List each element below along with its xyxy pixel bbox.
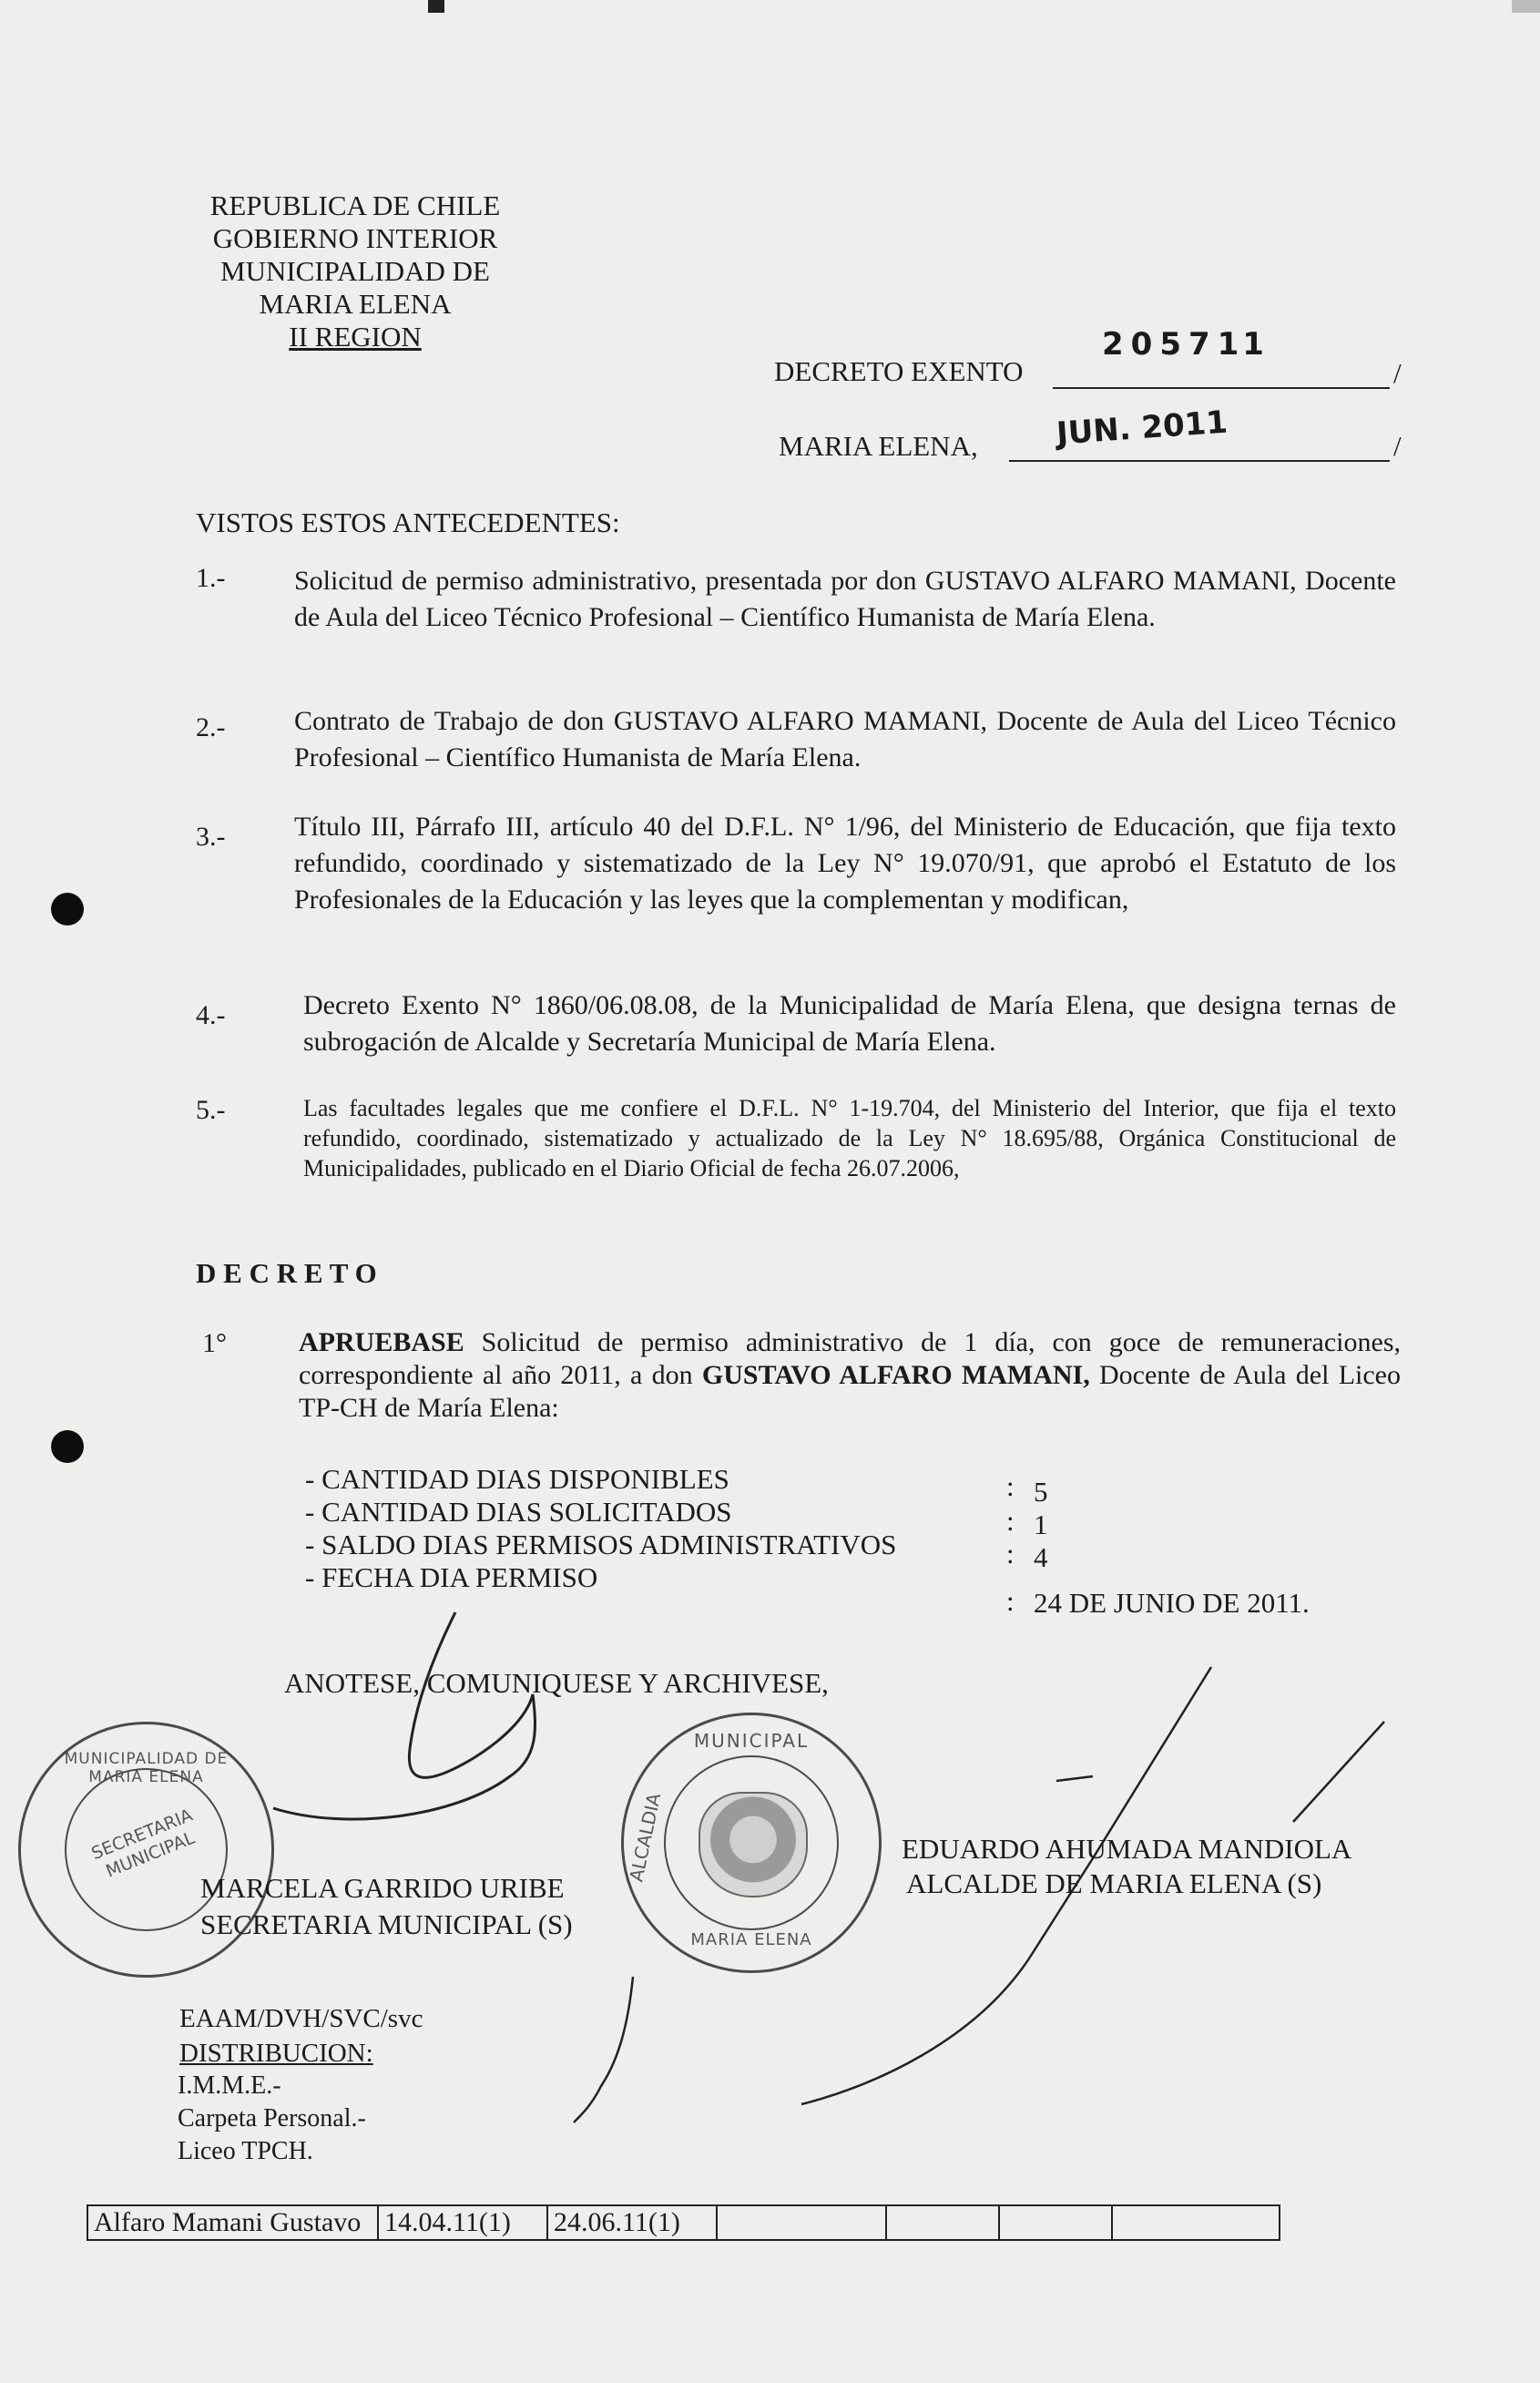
approval-keyword: APRUEBASE: [299, 1327, 464, 1357]
decreto-title: D E C R E T O: [196, 1257, 377, 1289]
table-cell-date-1: 14.04.11(1): [378, 2205, 547, 2240]
vistos-item-2-text: Contrato de Trabajo de don GUSTAVO ALFARO MAMANI, Docente de Aula del Liceo Técnico Profesional – Científico Humanista de María Elena.: [294, 706, 1396, 772]
vistos-item-4-text: Decreto Exento N° 1860/06.08.08, de la Municipalidad de María Elena, que designa ternas de subrogación de Alcalde y Secretaría Municipal de María Elena.: [303, 990, 1396, 1057]
record-table: [87, 2204, 1280, 2241]
table-cell-empty-3: [999, 2205, 1112, 2240]
vistos-item-5: [196, 1093, 1402, 1193]
letterhead-region: II REGION: [289, 321, 422, 353]
detail-sep-4: :: [1006, 1585, 1015, 1617]
approval-text-b: Docente de Aula del Liceo TP-CH de María Elena:: [299, 1360, 1401, 1423]
decree-slash-2: /: [1393, 430, 1402, 462]
table-cell-empty-2: [886, 2205, 999, 2240]
table-row: [87, 2205, 1280, 2240]
decree-slash-1: /: [1393, 357, 1402, 389]
secretaria-title: SECRETARIA MUNICIPAL (S): [200, 1908, 573, 1940]
distribution-title: DISTRIBUCION:: [179, 2039, 373, 2068]
letterhead-line-1: REPUBLICA DE CHILE: [209, 189, 501, 221]
table-cell-empty-4: [1112, 2205, 1280, 2240]
vistos-item-3-text: Título III, Párrafo III, artículo 40 del D.F.L. N° 1/96, del Ministerio de Educación, que fija texto refundido, coordinado y sistematizado de la Ley N° 19.070/91, que aprobó el Estatuto de los Profesionales de la Educación y las leyes que la complementan y modifican,: [294, 812, 1396, 915]
vistos-item-1: [196, 563, 1402, 681]
letterhead-line-4: MARIA ELENA: [259, 288, 452, 320]
coat-of-arms-emblem: [699, 1792, 808, 1897]
alcalde-title: ALCALDE DE MARIA ELENA (S): [906, 1867, 1322, 1899]
alcalde-signature-flourish: [1056, 1722, 1384, 1822]
alcaldia-seal: [621, 1713, 882, 1973]
table-cell-empty-1: [717, 2205, 886, 2240]
decree-number-main: 2057: [1102, 326, 1218, 363]
detail-value-2: 1: [1034, 1509, 1048, 1540]
decreto-paragraph: [299, 1326, 1401, 1425]
secretaria-name: MARCELA GARRIDO URIBE: [200, 1872, 565, 1904]
letterhead-line-2: GOBIERNO INTERIOR: [212, 222, 498, 254]
alcaldia-seal-ring-text: MUNICIPAL: [693, 1730, 810, 1752]
vistos-item-2: [196, 703, 1402, 785]
vistos-title: VISTOS ESTOS ANTECEDENTES:: [196, 506, 620, 538]
decree-number-line: [1053, 387, 1390, 389]
detail-label-3: - SALDO DIAS PERMISOS ADMINISTRATIVOS: [305, 1529, 897, 1560]
distribution-item-1: I.M.M.E.-: [178, 2071, 281, 2100]
detail-label-4: - FECHA DIA PERMISO: [305, 1561, 598, 1593]
place-label: MARIA ELENA,: [779, 430, 978, 462]
scan-corner: [1512, 0, 1540, 13]
decreto-item-num: 1°: [202, 1328, 227, 1358]
detail-value-3: 4: [1034, 1541, 1048, 1573]
letterhead: [182, 189, 528, 353]
distribution-item-3: Liceo TPCH.: [178, 2137, 313, 2165]
date-line: [1009, 460, 1390, 462]
approval-person: GUSTAVO ALFARO MAMANI,: [701, 1360, 1090, 1390]
vistos-item-3: [196, 809, 1402, 964]
vistos-item-3-num: 3.-: [196, 822, 226, 852]
decree-number-suffix: 11: [1217, 326, 1268, 363]
vistos-item-5-text: Las facultades legales que me confiere el D.F.L. N° 1-19.704, del Ministerio del Interior, que fija el texto refundido, coordinado, sistematizado y actualizado de la Ley N° 18.695/88, Orgánica Constitucional de Municipalidades, publicado en el Diario Oficial de fecha 26.07.2006,: [303, 1095, 1396, 1181]
scan-mark: [428, 0, 444, 13]
vistos-item-2-num: 2.-: [196, 712, 226, 742]
decree-label: DECRETO EXENTO: [774, 355, 1024, 387]
punch-hole-top: [51, 893, 84, 926]
vistos-item-1-text: Solicitud de permiso administrativo, presentada por don GUSTAVO ALFARO MAMANI, Docente de Aula del Liceo Técnico Profesional – Científico Humanista de María Elena.: [294, 566, 1396, 632]
detail-sep-3: :: [1006, 1538, 1015, 1570]
detail-sep-1: :: [1006, 1470, 1015, 1502]
distribution-item-2: Carpeta Personal.-: [178, 2104, 366, 2132]
approval-text-a: Solicitud de permiso administrativo de 1 día, con goce de remuneraciones, correspondiente al año 2011, a don: [299, 1327, 1401, 1390]
vistos-item-5-num: 5.-: [196, 1095, 226, 1125]
secretaria-seal-ring-text: MUNICIPALIDAD DE MARIA ELENA: [64, 1750, 229, 1786]
detail-value-1: 5: [1034, 1476, 1048, 1508]
punch-hole-bottom: [51, 1430, 84, 1463]
secretaria-signature: [273, 1612, 535, 1819]
date-stamp: JUN. 2011: [1055, 404, 1229, 453]
table-cell-name: Alfaro Mamani Gustavo: [87, 2205, 378, 2240]
table-cell-date-2: 24.06.11(1): [547, 2205, 717, 2240]
letterhead-line-3: MUNICIPALIDAD DE: [220, 255, 490, 287]
decree-number: [1102, 326, 1268, 363]
alcaldia-seal-bottom-text: MARIA ELENA: [690, 1930, 812, 1949]
detail-label-1: - CANTIDAD DIAS DISPONIBLES: [305, 1463, 729, 1495]
initials-line: EAAM/DVH/SVC/svc: [179, 2004, 423, 2033]
alcalde-name: EDUARDO AHUMADA MANDIOLA: [902, 1833, 1352, 1865]
vistos-item-1-num: 1.-: [196, 563, 226, 593]
vistos-item-4: [196, 987, 1402, 1069]
closing-text: ANOTESE, COMUNIQUESE Y ARCHIVESE,: [284, 1667, 829, 1699]
detail-sep-2: :: [1006, 1505, 1015, 1537]
secretaria-seal-center-text: SECRETARIA MUNICIPAL: [88, 1805, 198, 1882]
detail-label-2: - CANTIDAD DIAS SOLICITADOS: [305, 1496, 732, 1528]
initials-signature: [574, 1977, 633, 2122]
detail-value-4: 24 DE JUNIO DE 2011.: [1034, 1587, 1310, 1619]
vistos-item-4-num: 4.-: [196, 1000, 226, 1030]
alcaldia-seal-side-text: ALCALDIA: [625, 1791, 666, 1884]
